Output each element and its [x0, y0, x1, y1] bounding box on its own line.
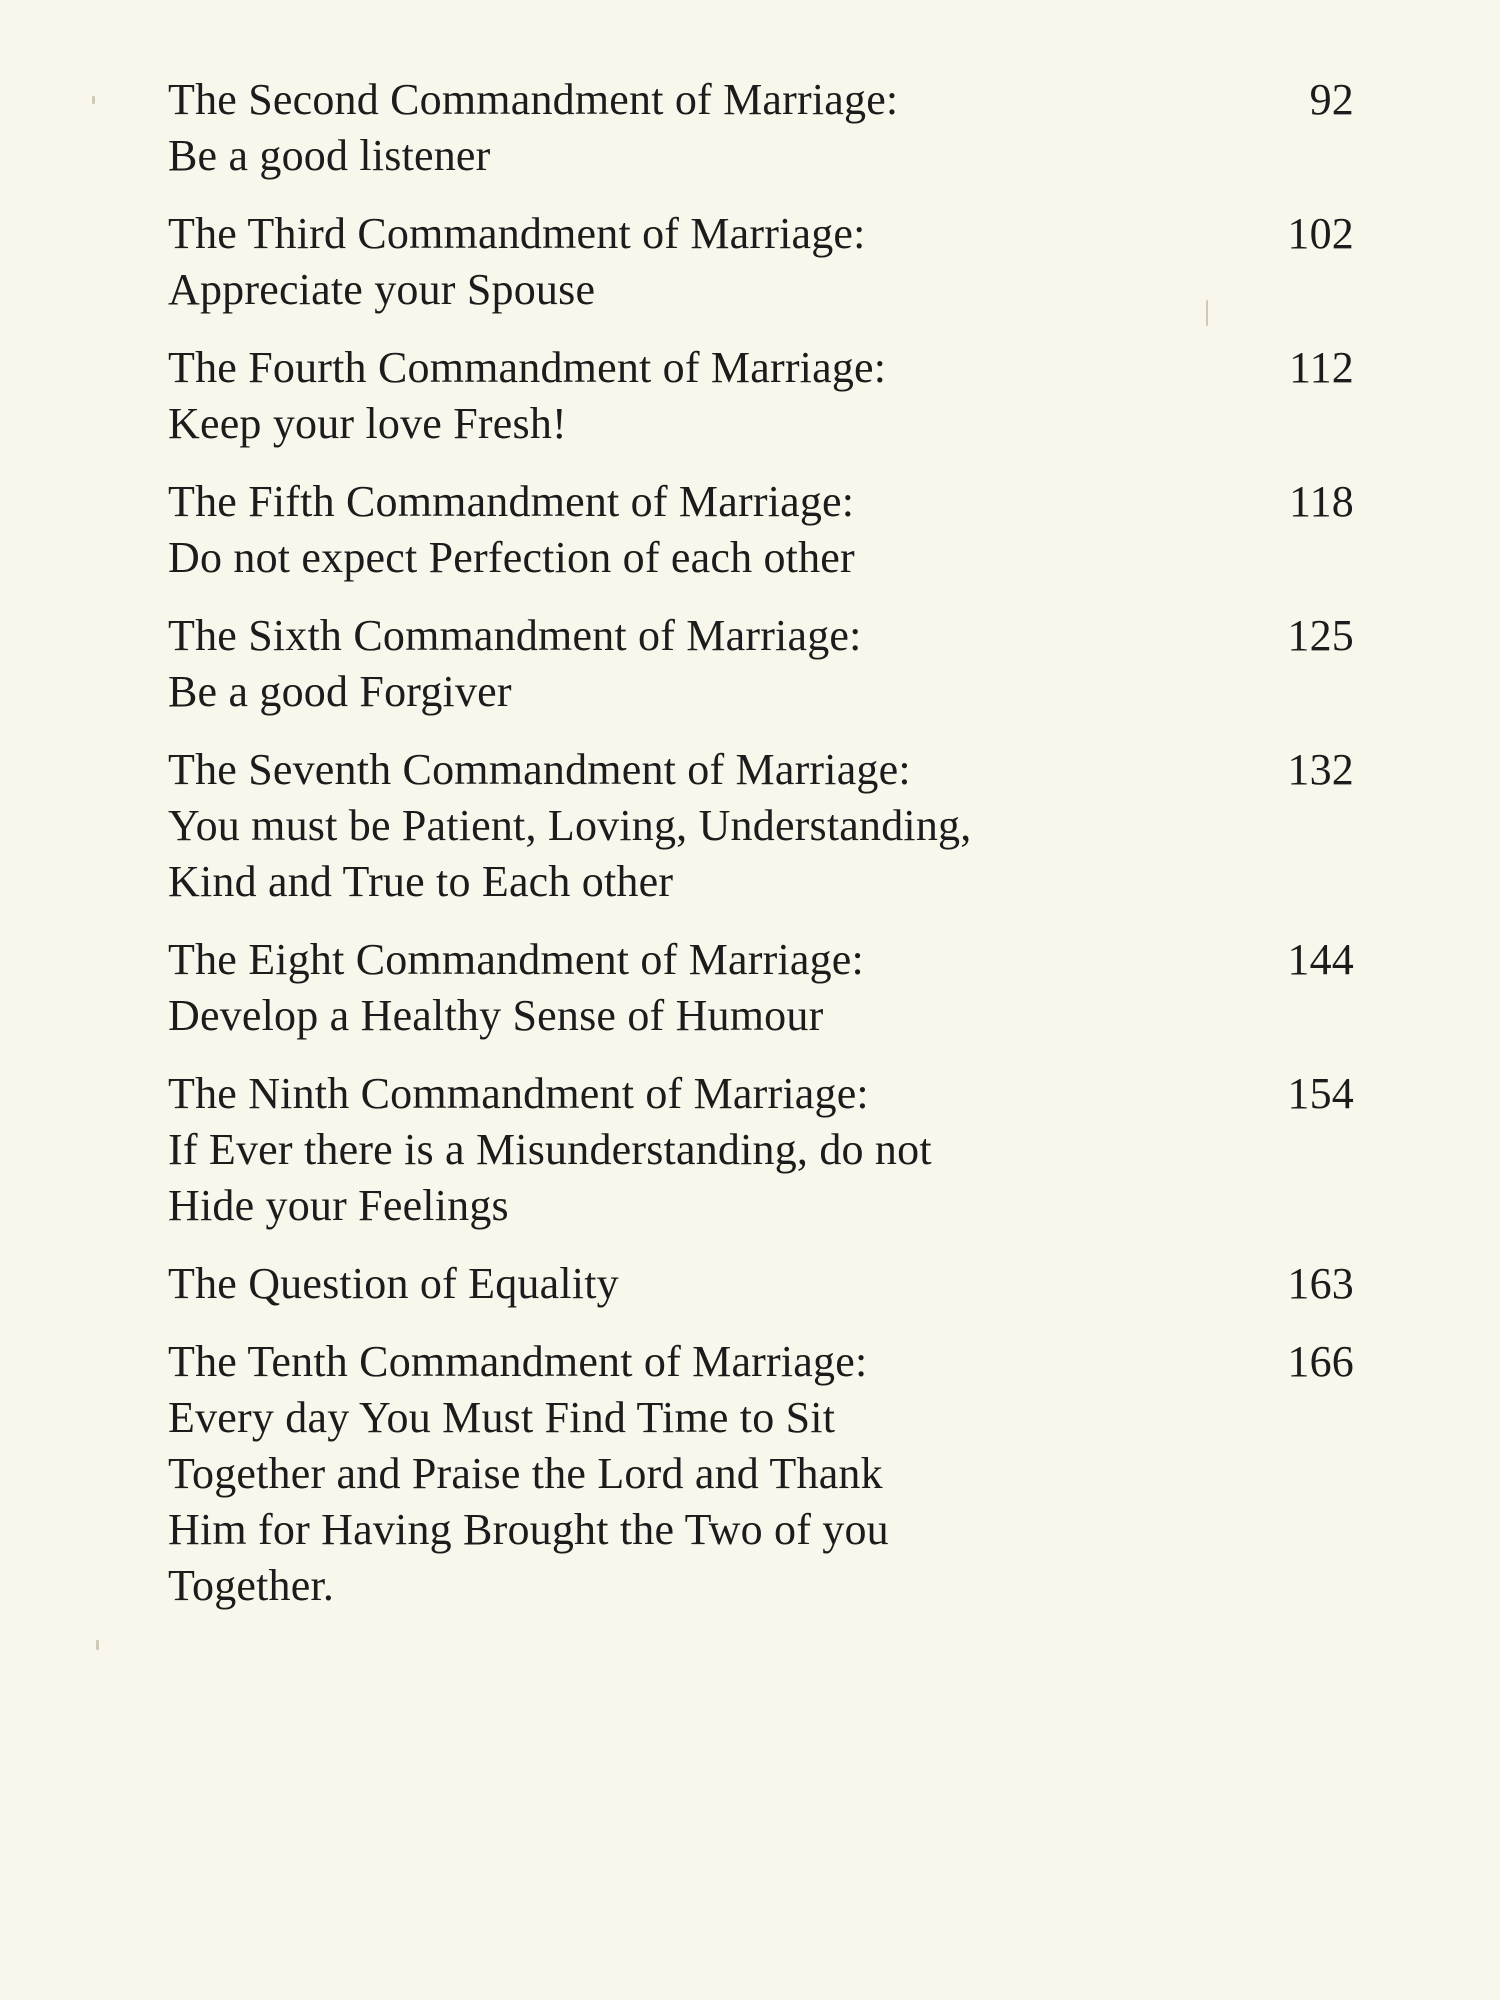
table-of-contents — [168, 72, 1354, 1636]
toc-entry-subtitle: Him for Having Brought the Two of you — [168, 1505, 889, 1554]
toc-page-number: 102 — [1287, 209, 1354, 258]
toc-entry[interactable] — [168, 1256, 1354, 1312]
toc-page-number: 144 — [1287, 935, 1354, 984]
toc-entry-title: The Question of Equality — [168, 1259, 619, 1308]
toc-entry-title: The Tenth Commandment of Marriage: — [168, 1337, 868, 1386]
toc-entry-subtitle: Hide your Feelings — [168, 1181, 509, 1230]
toc-entry-subtitle: Every day You Must Find Time to Sit — [168, 1393, 836, 1442]
toc-entry-subtitle: Do not expect Perfection of each other — [168, 533, 855, 582]
toc-entry-title: The Eight Commandment of Marriage: — [168, 935, 864, 984]
toc-entry[interactable] — [168, 742, 1354, 910]
toc-page-number: 154 — [1287, 1069, 1354, 1118]
paper-speck — [92, 96, 95, 104]
paper-speck — [96, 1640, 99, 1650]
toc-page-number: 125 — [1287, 611, 1354, 660]
toc-entry[interactable] — [168, 72, 1354, 184]
toc-entry-title: The Seventh Commandment of Marriage: — [168, 745, 911, 794]
toc-entry-title: The Fifth Commandment of Marriage: — [168, 477, 855, 526]
toc-entry-subtitle: Be a good listener — [168, 131, 491, 180]
toc-entry[interactable] — [168, 608, 1354, 720]
toc-entry-subtitle: Develop a Healthy Sense of Humour — [168, 991, 824, 1040]
toc-page-number: 166 — [1287, 1337, 1354, 1386]
toc-entry-subtitle: You must be Patient, Loving, Understanding, — [168, 801, 972, 850]
toc-entry-subtitle: Appreciate your Spouse — [168, 265, 596, 314]
toc-page-number: 132 — [1287, 745, 1354, 794]
toc-entry-title: The Sixth Commandment of Marriage: — [168, 611, 862, 660]
toc-entry-title: The Third Commandment of Marriage: — [168, 209, 866, 258]
toc-page-number: 92 — [1309, 75, 1354, 124]
toc-entry-subtitle: Together. — [168, 1561, 335, 1610]
toc-entry-title: The Second Commandment of Marriage: — [168, 75, 899, 124]
toc-entry[interactable] — [168, 1066, 1354, 1234]
toc-page-number: 118 — [1289, 477, 1354, 526]
toc-entry-subtitle: Kind and True to Each other — [168, 857, 674, 906]
toc-entry[interactable] — [168, 340, 1354, 452]
toc-entry-title: The Fourth Commandment of Marriage: — [168, 343, 887, 392]
toc-entry-subtitle: Keep your love Fresh! — [168, 399, 567, 448]
toc-entry-subtitle: Be a good Forgiver — [168, 667, 512, 716]
toc-entry[interactable] — [168, 474, 1354, 586]
toc-entry-subtitle: If Ever there is a Misunderstanding, do not — [168, 1125, 932, 1174]
toc-entry-subtitle: Together and Praise the Lord and Thank — [168, 1449, 883, 1498]
toc-page-number: 112 — [1289, 343, 1354, 392]
toc-entry[interactable] — [168, 1334, 1354, 1614]
toc-entry[interactable] — [168, 932, 1354, 1044]
toc-page-number: 163 — [1287, 1259, 1354, 1308]
toc-entry-title: The Ninth Commandment of Marriage: — [168, 1069, 869, 1118]
toc-entry[interactable] — [168, 206, 1354, 318]
